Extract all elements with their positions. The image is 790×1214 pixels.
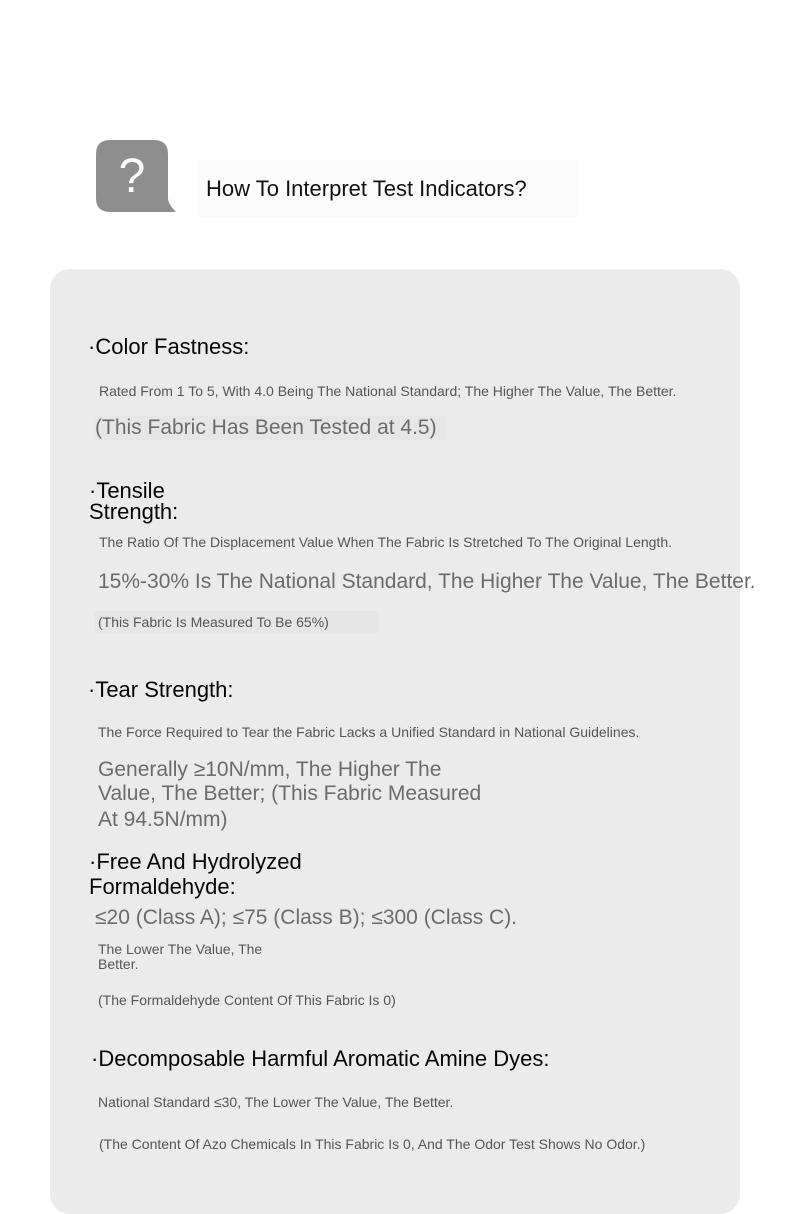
text-line: Better.	[98, 956, 139, 972]
section-heading-tear-strength: ·Tear Strength:	[88, 677, 234, 702]
heading-line: Strength:	[89, 499, 179, 524]
formaldehyde-standard: ≤20 (Class A); ≤75 (Class B); ≤300 (Class C).	[95, 906, 518, 929]
tear-strength-result	[98, 758, 481, 832]
tensile-strength-description: The Ratio Of The Displacement Value When The Fabric Is Stretched To The Original Length.	[99, 534, 673, 550]
tensile-strength-result: (This Fabric Is Measured To Be 65%)	[94, 611, 379, 633]
heading-line: ·Free And Hydrolyzed	[89, 849, 302, 874]
formaldehyde-note	[98, 942, 262, 972]
heading-line: ·Tensile	[89, 478, 165, 503]
section-heading-color-fastness: ·Color Fastness:	[88, 334, 250, 359]
page-title: How To Interpret Test Indicators?	[198, 160, 578, 218]
color-fastness-description: Rated From 1 To 5, With 4.0 Being The National Standard; The Higher The Value, The Better.	[99, 383, 677, 399]
heading-line: Formaldehyde:	[89, 874, 236, 899]
question-bubble-icon	[96, 140, 176, 212]
text-line: At 94.5N/mm)	[98, 808, 228, 831]
text-line: The Lower The Value, The	[98, 941, 263, 957]
section-heading-tensile-strength	[89, 479, 178, 524]
amine-dyes-standard: National Standard ≤30, The Lower The Value, The Better.	[98, 1094, 454, 1110]
tear-strength-description: The Force Required to Tear the Fabric Lacks a Unified Standard in National Guidelines.	[98, 724, 640, 740]
indicators-panel	[50, 269, 756, 1214]
formaldehyde-result: (The Formaldehyde Content Of This Fabric Is 0)	[98, 992, 396, 1008]
svg-text:?: ?	[118, 150, 146, 203]
section-heading-formaldehyde	[89, 850, 302, 899]
color-fastness-result: (This Fabric Has Been Tested at 4.5)	[95, 416, 447, 440]
amine-dyes-result: (The Content Of Azo Chemicals In This Fabric Is 0, And The Odor Test Shows No Odor.)	[99, 1136, 646, 1152]
text-line: Generally ≥10N/mm, The Higher The	[98, 758, 442, 781]
section-heading-amine-dyes: ·Decomposable Harmful Aromatic Amine Dyes:	[91, 1046, 550, 1071]
text-line: Value, The Better; (This Fabric Measured	[98, 782, 482, 805]
tensile-strength-standard: 15%-30% Is The National Standard, The Higher The Value, The Better.	[98, 570, 756, 593]
